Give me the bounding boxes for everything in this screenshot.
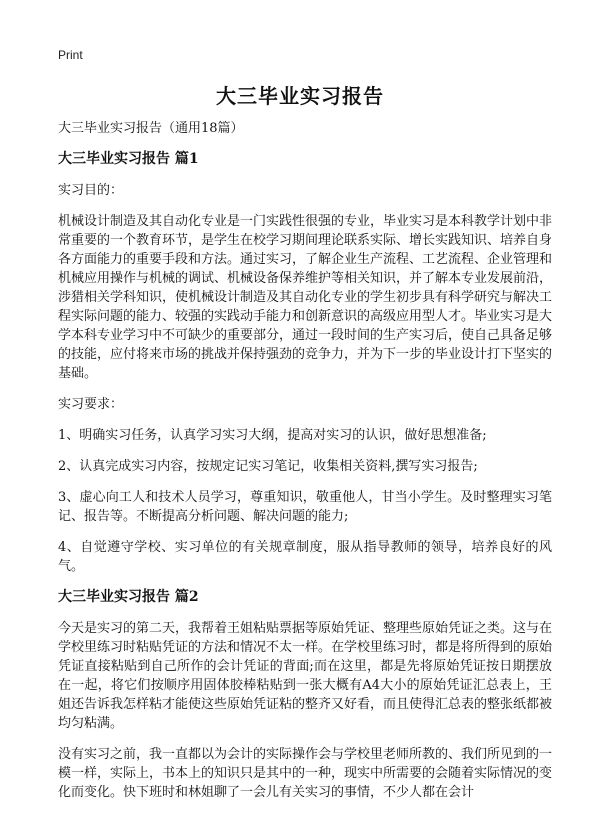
requirement-item: 1、明确实习任务，认真学习实习大纲，提高对实习的认识，做好思想准备; (58, 428, 487, 443)
document-title: 大三毕业实习报告 (216, 84, 384, 108)
body-paragraph: 没有实习之前，我一直都以为会计的实际操作会与学校里老师所教的、我们所见到的一模一样，实际上，书本上的知识只是其中的一种，现实中所需要的会随着实际情况的变化而变化。快下班时和林姐聊了一会儿有关实习的事情，不少人都在会计 (58, 747, 553, 800)
body-paragraph: 今天是实习的第二天，我帮着王姐粘贴票据等原始凭证、整理些原始凭证之类。这与在学校里练习时粘贴凭证的方法和情况不太一样。在学校里练习时，都是将所得到的原始凭证直接粘贴到自己所作的会计凭证的背面;而在这里，都是先将原始凭证按日期摆放在一起，将它们按顺序用固体胶棒粘贴到一张大概有A4大小的原始凭证汇总表上，王姐还告诉我怎样粘才能使这些原始凭证粘的整齐又好看，而且使得汇总表的整张纸都被均匀粘满。 (58, 621, 553, 731)
purpose-label: 实习目的： (58, 183, 124, 198)
requirement-item: 3、虚心向工人和技术人员学习，尊重知识，敬重他人，甘当小学生。及时整理实习笔记、报告等。不断提高分析问题、解决问题的能力; (58, 490, 552, 524)
document-subtitle: 大三毕业实习报告（通用18篇） (58, 121, 244, 136)
requirement-item: 2、认真完成实习内容，按规定记实习笔记，收集相关资料,撰写实习报告; (58, 459, 478, 474)
print-label[interactable]: Print (58, 48, 83, 62)
document-body (58, 119, 552, 814)
requirements-label: 实习要求： (58, 397, 124, 412)
section-heading-1: 大三毕业实习报告 篇1 (58, 151, 199, 167)
purpose-paragraph: 机械设计制造及其自动化专业是一门实践性很强的专业，毕业实习是本科教学计划中非常重要的一个教育环节，是学生在校学习期间理论联系实际、增长实践知识、培养自身各方面能力的重要手段和方法。通过实习，了解企业生产流程、工艺流程、企业管理和机械应用操作与机械的调试、机械设备保养维护等相关知识，并了解本专业发展前沿，涉猎相关学科知识，使机械设计制造及其自动化专业的学生初步具有科学研究与解决工程实际问题的能力、较强的实践动手能力和创新意识的高级应用型人才。毕业实习是大学本科专业学习中不可缺少的重要部分，通过一段时间的生产实习后，使自己具备足够的技能，应付将来市场的挑战并保持强劲的竞争力，并为下一步的毕业设计打下坚实的基础。 (58, 214, 553, 381)
section-heading-2: 大三毕业实习报告 篇2 (58, 589, 199, 605)
requirement-item: 4、自觉遵守学校、实习单位的有关规章制度，服从指导教师的领导，培养良好的风气。 (58, 540, 552, 574)
